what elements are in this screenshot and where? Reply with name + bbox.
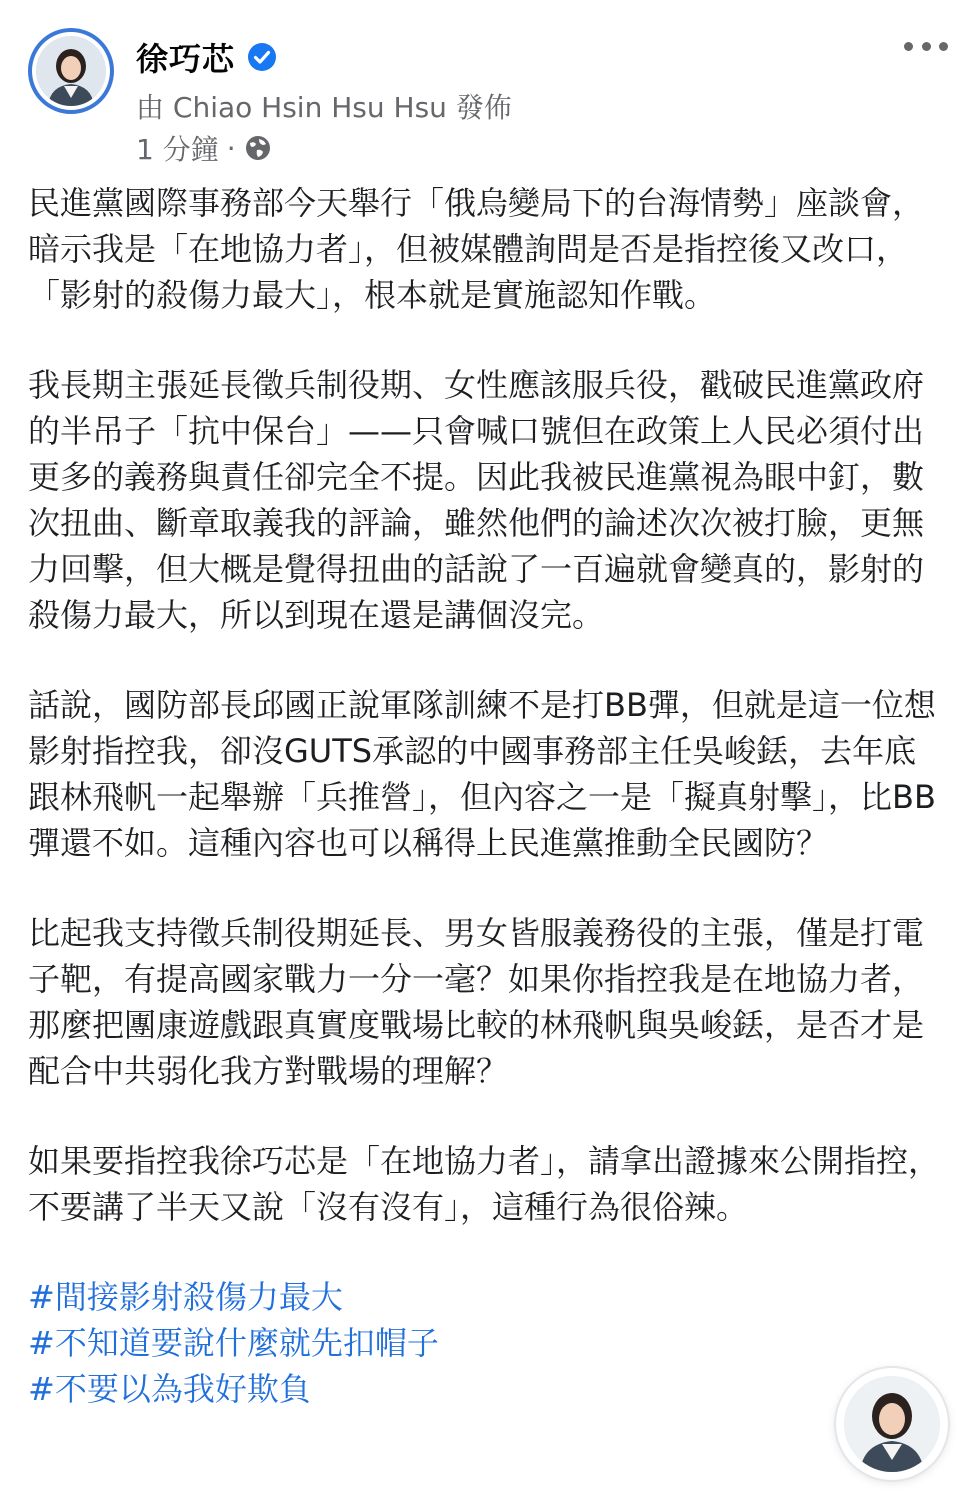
posted-by-text: 由 Chiao Hsin Hsu Hsu 發佈 [136, 91, 512, 124]
meta-separator: · [226, 131, 236, 165]
author-name[interactable]: 徐巧芯 [136, 40, 236, 78]
post-paragraph: 比起我支持徵兵制役期延長、男女皆服義務役的主張，僅是打電子靶，有提高國家戰力一分一毫？如果你指控我是在地協力者，那麼把團康遊戲跟真實度戰場比較的林飛帆與吳峻銩，是否才是配合中共弱化我方對戰場的理解？ [28, 914, 925, 1090]
hashtag-link[interactable]: #不要以為我好欺負 [28, 1370, 311, 1408]
more-options-button[interactable] [904, 36, 948, 56]
post-paragraph: 如果要指控我徐巧芯是「在地協力者」，請拿出證據來公開指控，不要講了半天又說「沒有沒有」，這種行為很俗辣。 [28, 1142, 941, 1226]
globe-icon[interactable] [244, 134, 272, 162]
avatar-photo [36, 36, 106, 106]
author-name-row [136, 34, 277, 80]
more-dot-icon [922, 42, 931, 51]
post-paragraph: 話說，國防部長邱國正說軍隊訓練不是打BB彈，但就是這一位想影射指控我，卻沒GUTS承認的中國事務部主任吳峻銩，去年底跟林飛帆一起舉辦「兵推營」，但內容之一是「擬真射擊」，比BB彈還不如。這種內容也可以稱得上民進黨推動全民國防？ [28, 686, 936, 862]
commenter-avatar[interactable] [836, 1368, 948, 1480]
hashtag-list [28, 1274, 948, 1412]
more-dot-icon [904, 42, 913, 51]
verified-badge-icon [247, 42, 277, 72]
post-body [28, 180, 948, 1412]
post-paragraph: 民進黨國際事務部今天舉行「俄烏變局下的台海情勢」座談會，暗示我是「在地協力者」，但被媒體詢問是否是指控後又改口，「影射的殺傷力最大」，根本就是實施認知作戰。 [28, 184, 925, 314]
post-time[interactable]: 1 分鐘 [136, 133, 219, 166]
more-dot-icon [939, 42, 948, 51]
post-meta [136, 128, 272, 168]
hashtag-link[interactable]: #不知道要說什麼就先扣帽子 [28, 1324, 439, 1362]
hashtag-link[interactable]: #間接影射殺傷力最大 [28, 1278, 343, 1316]
post-paragraph: 我長期主張延長徵兵制役期、女性應該服兵役，戳破民進黨政府的半吊子「抗中保台」——只會喊口號但在政策上人民必須付出更多的義務與責任卻完全不提。因此我被民進黨視為眼中釘，數次扭曲、斷章取義我的評論，雖然他們的論述次次被打臉，更無力回擊，但大概是覺得扭曲的話說了一百遍就會變真的，影射的殺傷力最大，所以到現在還是講個沒完。 [28, 366, 925, 634]
author-avatar[interactable] [28, 28, 114, 114]
commenter-avatar-photo [844, 1376, 940, 1472]
post-header [0, 0, 976, 170]
